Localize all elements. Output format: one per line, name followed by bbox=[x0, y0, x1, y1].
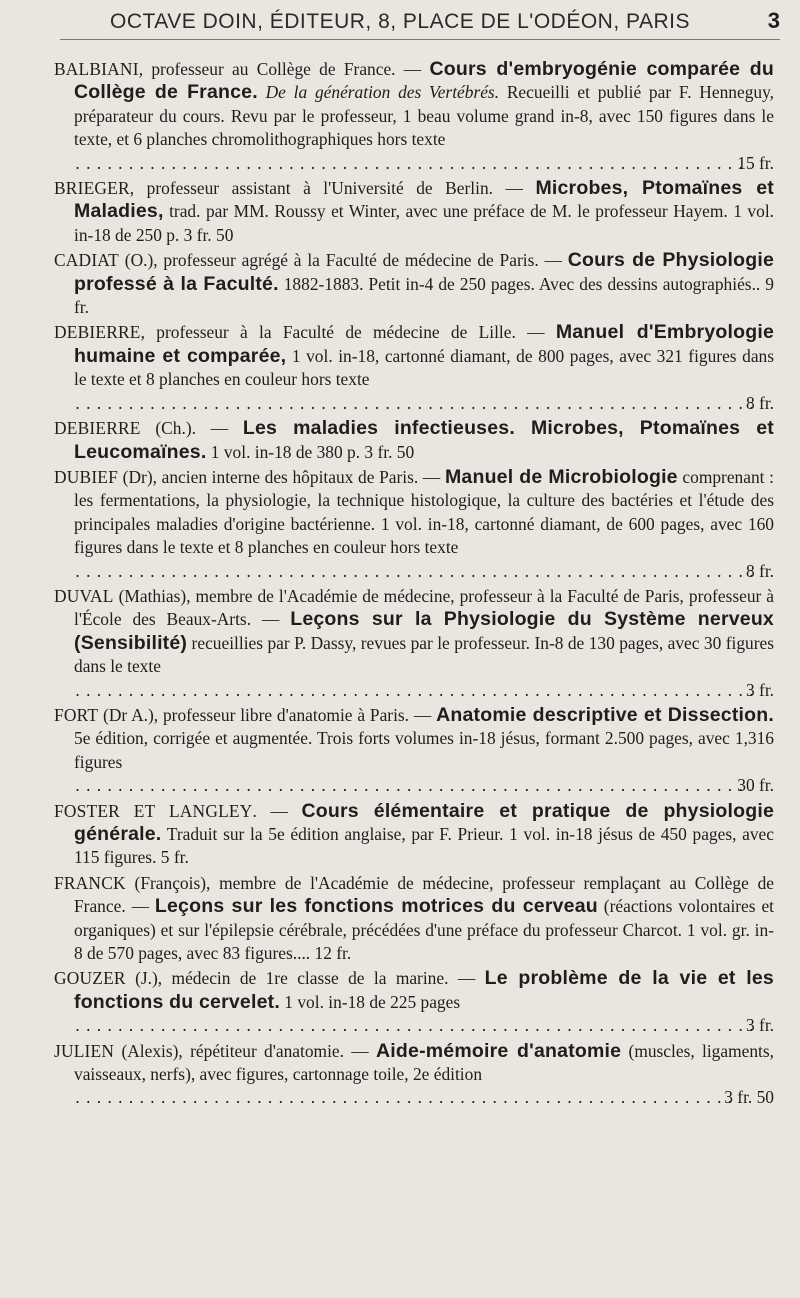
entry-price: 3 fr. bbox=[745, 679, 774, 700]
entry-author: FOSTER ET LANGLEY bbox=[54, 800, 253, 821]
catalog-entry bbox=[54, 800, 774, 870]
entry-title: Aide-mémoire d'anatomie bbox=[376, 1039, 622, 1062]
catalog-entry bbox=[54, 1040, 774, 1110]
catalog-entry bbox=[54, 872, 774, 966]
entry-title: Cours élémentaire et pratique de physiologie générale. bbox=[74, 799, 774, 845]
entry-price: 30 fr. bbox=[737, 775, 774, 796]
entry-price: 3 fr. 50 bbox=[724, 1087, 774, 1108]
entry-author: FORT bbox=[54, 704, 99, 725]
catalog-entry bbox=[54, 58, 774, 175]
entry-author: GOUZER bbox=[54, 968, 126, 989]
header-rule bbox=[60, 39, 780, 40]
entry-desc: , professeur à la Faculté de médecine de Lille. — bbox=[140, 322, 556, 343]
entry-title: Manuel de Microbiologie bbox=[444, 465, 678, 488]
entry-price-line bbox=[74, 392, 774, 415]
entry-details: (réactions volontaires et organiques) et sur l'épilepsie cérébrale, précédées d'une préface du professeur Charcot. 1 vol. gr. in-8 de 570 pages, avec 83 figures.... 12 fr. bbox=[74, 896, 775, 964]
entry-author: DEBIERRE bbox=[54, 418, 141, 439]
entry-price: 8 fr. bbox=[745, 392, 774, 413]
entry-details: 5e édition, corrigée et augmentée. Trois forts volumes in-18 jésus, formant 2.500 pages, avec 1,316 figures bbox=[74, 728, 774, 772]
entry-price: 3 fr. bbox=[745, 1015, 774, 1036]
entry-details: recueillies par P. Dassy, revues par le professeur. In-8 de 130 pages, avec 30 figures dans le texte bbox=[74, 632, 774, 677]
page-header bbox=[60, 6, 780, 40]
entry-price-line bbox=[74, 774, 774, 797]
entry-desc: (J.), médecin de 1re classe de la marine. — bbox=[125, 968, 485, 989]
entry-desc: , professeur au Collège de France. — bbox=[138, 59, 430, 79]
entry-price-line bbox=[74, 1086, 774, 1109]
entry-author: BALBIANI bbox=[54, 59, 139, 79]
entry-price-line bbox=[74, 1014, 774, 1037]
entry-title: Manuel d'Embryologie humaine et comparée, bbox=[74, 321, 775, 367]
entry-price-line bbox=[74, 152, 774, 175]
entry-price: 15 fr. bbox=[737, 152, 774, 173]
catalog-entries bbox=[54, 58, 774, 1112]
entry-desc: , professeur assistant à l'Université de Berlin. — bbox=[129, 178, 536, 199]
entry-details: 1 vol. in-18 de 380 p. 3 fr. 50 bbox=[206, 441, 415, 462]
entry-desc: (Dr A.), professeur libre d'anatomie à Paris. — bbox=[98, 704, 437, 725]
entry-details: 1 vol. in-18 de 225 pages bbox=[279, 991, 461, 1012]
entry-details: trad. par MM. Roussy et Winter, avec une préface de M. le professeur Hayem. 1 vol. in-18 de 250 p. 3 fr. 50 bbox=[74, 201, 774, 245]
catalog-entry bbox=[54, 417, 774, 464]
entry-title: Leçons sur la Physiologie du Système nerveux (Sensibilité) bbox=[74, 608, 774, 654]
entry-title: Le problème de la vie et les fonctions du cervelet. bbox=[74, 967, 774, 1013]
entry-author: CADIAT bbox=[54, 250, 119, 271]
entry-price: 9 fr. bbox=[74, 273, 774, 318]
entry-title: Les maladies infectieuses. Microbes, Ptomaïnes et Leucomaïnes. bbox=[74, 417, 774, 463]
entry-italic: De la génération des Vertébrés. bbox=[257, 82, 500, 103]
entry-desc: (Ch.). — bbox=[140, 418, 243, 439]
entry-desc: (Alexis), répétiteur d'anatomie. — bbox=[114, 1040, 377, 1061]
entry-title: Leçons sur les fonctions motrices du cerveau bbox=[154, 895, 598, 918]
catalog-entry bbox=[54, 249, 774, 319]
publisher-heading: OCTAVE DOIN, ÉDITEUR, 8, PLACE DE L'ODÉON, PARIS bbox=[110, 10, 690, 33]
entry-author: DUVAL bbox=[54, 585, 114, 606]
entry-title: Cours d'embryogénie comparée du Collège de France. bbox=[74, 58, 774, 104]
catalog-entry bbox=[54, 967, 774, 1037]
entry-author: FRANCK bbox=[54, 872, 126, 893]
entry-desc: . — bbox=[252, 800, 302, 821]
entry-details: 1 vol. in-18, cartonné diamant, de 800 pages, avec 321 figures dans le texte et 8 planches en couleur hors texte bbox=[74, 345, 774, 390]
entry-title: Anatomie descriptive et Dissection. bbox=[436, 703, 774, 726]
entry-desc: (Mathias), membre de l'Académie de médecine, professeur à la Faculté de Paris, professeur à l'École des Beaux-Arts. — bbox=[74, 585, 774, 630]
entry-desc: (Dr), ancien interne des hôpitaux de Paris. — bbox=[118, 466, 445, 487]
catalog-entry bbox=[54, 466, 774, 583]
entry-price: 8 fr. bbox=[745, 560, 774, 581]
catalog-entry bbox=[54, 321, 774, 415]
entry-author: JULIEN bbox=[54, 1040, 115, 1061]
entry-desc: (O.), professeur agrégé à la Faculté de médecine de Paris. — bbox=[118, 250, 568, 271]
entry-title: Microbes, Ptomaïnes et Maladies, bbox=[74, 177, 774, 223]
entry-details: 1882-1883. Petit in-4 de 250 pages. Avec des dessins autographiés.. bbox=[278, 273, 761, 294]
page-number: 3 bbox=[767, 8, 780, 33]
entry-author: BRIEGER bbox=[54, 178, 130, 199]
catalog-entry bbox=[54, 585, 774, 702]
entry-details: Recueilli et publié par F. Henneguy, préparateur du cours. Revu par le professeur, 1 beau volume grand in-8, avec 150 figures dans le texte, et 6 planches chromolithographiques hors texte bbox=[74, 82, 774, 150]
catalog-entry bbox=[54, 177, 774, 247]
entry-price-line bbox=[74, 560, 774, 583]
entry-details: comprenant : les fermentations, la physiologie, la technique histologique, la culture des bactéries et l'étude des principales maladies d'origine bactérienne. 1 vol. in-18, cartonné diamant, de 600 pages, avec 160 figures dans le texte et 8 planches en couleur hors texte bbox=[74, 466, 774, 558]
entry-author: DUBIEF bbox=[54, 466, 119, 487]
entry-author: DEBIERRE bbox=[54, 322, 141, 343]
entry-title: Cours de Physiologie professé à la Faculté. bbox=[74, 249, 774, 295]
catalog-entry bbox=[54, 704, 774, 798]
entry-price-line bbox=[74, 679, 774, 702]
entry-details: (muscles, ligaments, vaisseaux, nerfs), avec figures, cartonnage toile, 2e édition bbox=[74, 1040, 774, 1085]
entry-desc: (François), membre de l'Académie de médecine, professeur remplaçant au Collège de France. — bbox=[74, 872, 774, 917]
entry-details: Traduit sur la 5e édition anglaise, par F. Prieur. 1 vol. in-18 jésus de 450 pages, avec 115 figures. 5 fr. bbox=[74, 824, 774, 868]
